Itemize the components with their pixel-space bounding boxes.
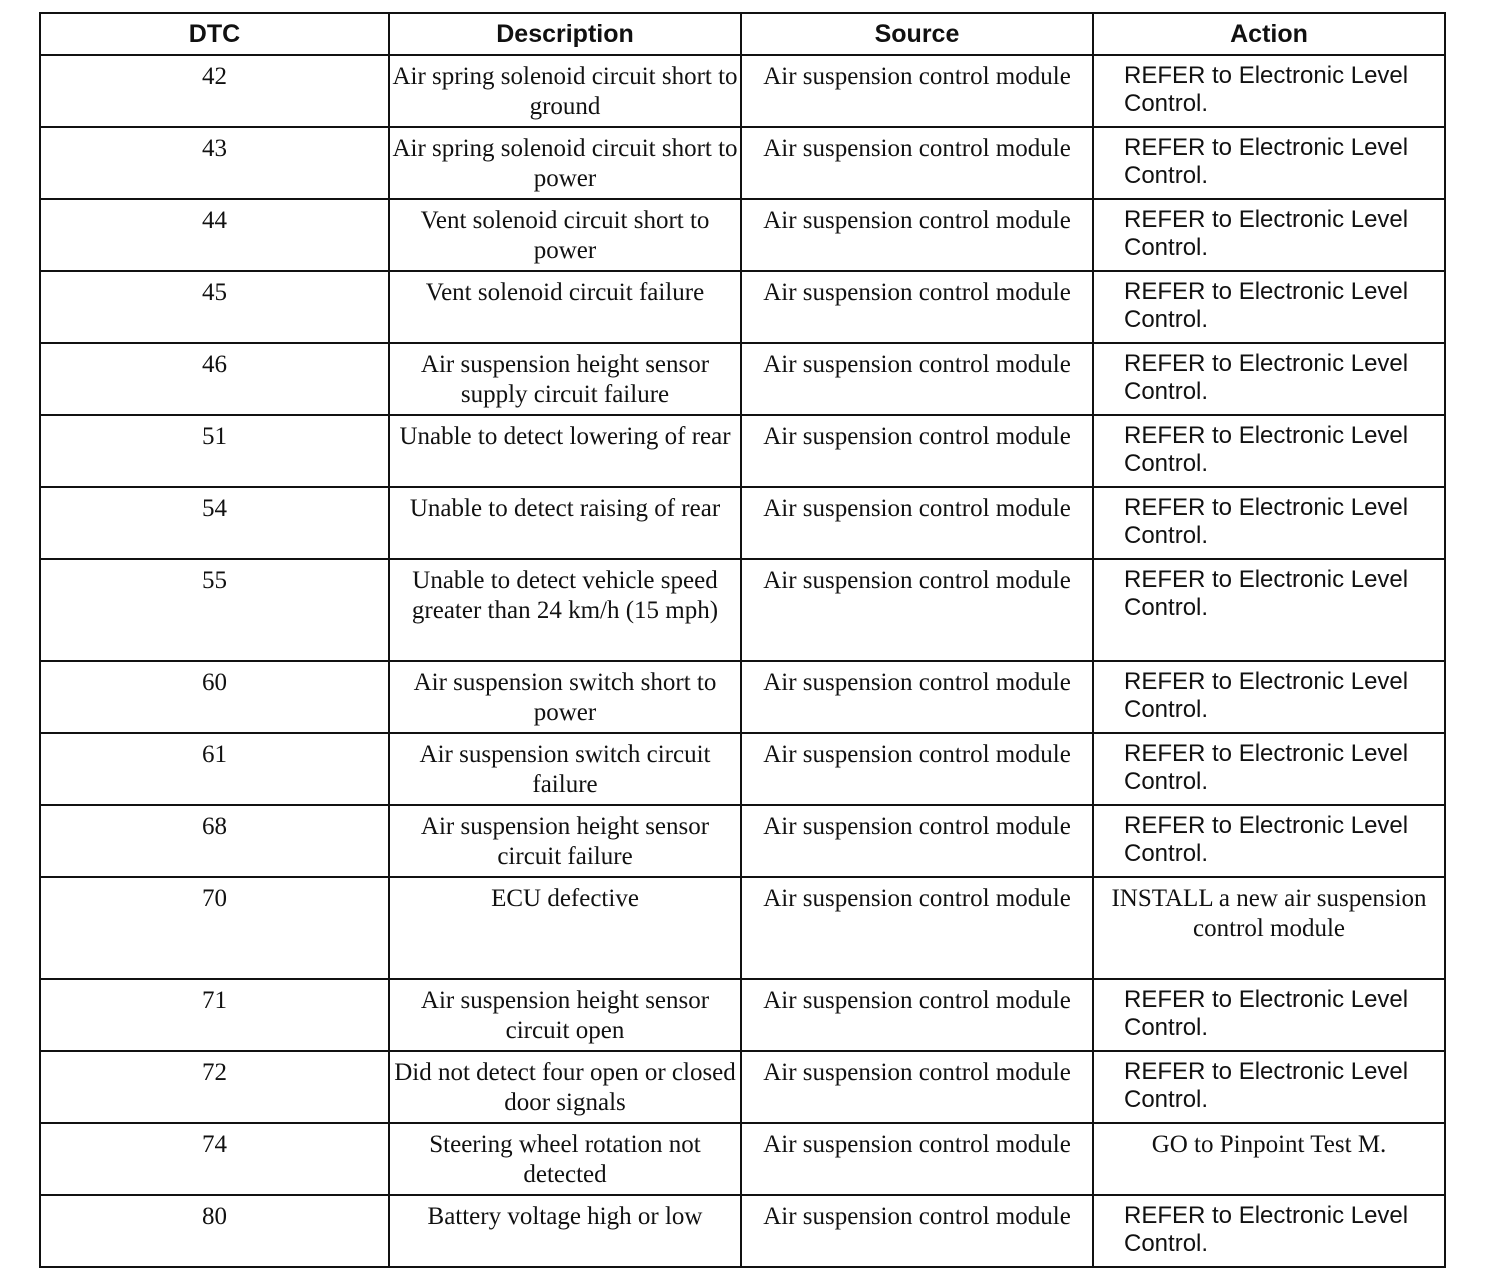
dtc-action: REFER to Electronic Level Control.	[1093, 127, 1445, 199]
dtc-action: REFER to Electronic Level Control.	[1093, 415, 1445, 487]
dtc-code: 51	[40, 415, 389, 487]
dtc-table	[39, 12, 1446, 1268]
dtc-code: 74	[40, 1123, 389, 1195]
header-row	[40, 13, 1445, 55]
dtc-code: 68	[40, 805, 389, 877]
dtc-description: Did not detect four open or closed door signals	[389, 1051, 741, 1123]
dtc-source: Air suspension control module	[741, 1051, 1093, 1123]
dtc-action: GO to Pinpoint Test M.	[1093, 1123, 1445, 1195]
dtc-source: Air suspension control module	[741, 559, 1093, 661]
table-row	[40, 55, 1445, 127]
table-row	[40, 1123, 1445, 1195]
dtc-code: 42	[40, 55, 389, 127]
dtc-description: Unable to detect vehicle speed greater than 24 km/h (15 mph)	[389, 559, 741, 661]
header-action: Action	[1093, 13, 1445, 55]
dtc-description: Air suspension switch short to power	[389, 661, 741, 733]
dtc-action: REFER to Electronic Level Control.	[1093, 733, 1445, 805]
dtc-source: Air suspension control module	[741, 415, 1093, 487]
dtc-description: Unable to detect lowering of rear	[389, 415, 741, 487]
dtc-code: 61	[40, 733, 389, 805]
table-row	[40, 487, 1445, 559]
dtc-source: Air suspension control module	[741, 487, 1093, 559]
dtc-source: Air suspension control module	[741, 271, 1093, 343]
dtc-code: 43	[40, 127, 389, 199]
dtc-description: Battery voltage high or low	[389, 1195, 741, 1267]
dtc-source: Air suspension control module	[741, 661, 1093, 733]
dtc-action: REFER to Electronic Level Control.	[1093, 979, 1445, 1051]
dtc-action: INSTALL a new air suspension control module	[1093, 877, 1445, 979]
dtc-action: REFER to Electronic Level Control.	[1093, 1195, 1445, 1267]
table-row	[40, 127, 1445, 199]
dtc-source: Air suspension control module	[741, 1123, 1093, 1195]
table-row	[40, 1051, 1445, 1123]
dtc-description: Air suspension height sensor circuit failure	[389, 805, 741, 877]
dtc-action: REFER to Electronic Level Control.	[1093, 343, 1445, 415]
dtc-code: 60	[40, 661, 389, 733]
table-row	[40, 733, 1445, 805]
table-row	[40, 271, 1445, 343]
dtc-action: REFER to Electronic Level Control.	[1093, 559, 1445, 661]
header-description: Description	[389, 13, 741, 55]
dtc-description: Air spring solenoid circuit short to power	[389, 127, 741, 199]
dtc-source: Air suspension control module	[741, 979, 1093, 1051]
dtc-description: Steering wheel rotation not detected	[389, 1123, 741, 1195]
dtc-code: 55	[40, 559, 389, 661]
dtc-description: ECU defective	[389, 877, 741, 979]
dtc-source: Air suspension control module	[741, 55, 1093, 127]
dtc-action: REFER to Electronic Level Control.	[1093, 1051, 1445, 1123]
dtc-source: Air suspension control module	[741, 733, 1093, 805]
dtc-source: Air suspension control module	[741, 343, 1093, 415]
table-row	[40, 1195, 1445, 1267]
dtc-code: 70	[40, 877, 389, 979]
dtc-action: REFER to Electronic Level Control.	[1093, 487, 1445, 559]
dtc-description: Air suspension height sensor circuit open	[389, 979, 741, 1051]
dtc-action: REFER to Electronic Level Control.	[1093, 661, 1445, 733]
dtc-description: Vent solenoid circuit failure	[389, 271, 741, 343]
dtc-code: 80	[40, 1195, 389, 1267]
dtc-action: REFER to Electronic Level Control.	[1093, 805, 1445, 877]
table-row	[40, 343, 1445, 415]
dtc-action: REFER to Electronic Level Control.	[1093, 55, 1445, 127]
dtc-description: Unable to detect raising of rear	[389, 487, 741, 559]
dtc-code: 72	[40, 1051, 389, 1123]
dtc-code: 46	[40, 343, 389, 415]
dtc-code: 45	[40, 271, 389, 343]
dtc-action: REFER to Electronic Level Control.	[1093, 271, 1445, 343]
table-row	[40, 877, 1445, 979]
dtc-source: Air suspension control module	[741, 1195, 1093, 1267]
dtc-source: Air suspension control module	[741, 127, 1093, 199]
dtc-source: Air suspension control module	[741, 877, 1093, 979]
table-row	[40, 559, 1445, 661]
table-row	[40, 199, 1445, 271]
dtc-source: Air suspension control module	[741, 199, 1093, 271]
dtc-description: Air suspension switch circuit failure	[389, 733, 741, 805]
dtc-description: Air suspension height sensor supply circuit failure	[389, 343, 741, 415]
header-dtc: DTC	[40, 13, 389, 55]
dtc-source: Air suspension control module	[741, 805, 1093, 877]
header-source: Source	[741, 13, 1093, 55]
table-row	[40, 979, 1445, 1051]
table-row	[40, 805, 1445, 877]
dtc-action: REFER to Electronic Level Control.	[1093, 199, 1445, 271]
dtc-description: Air spring solenoid circuit short to ground	[389, 55, 741, 127]
dtc-code: 44	[40, 199, 389, 271]
table-row	[40, 415, 1445, 487]
dtc-code: 71	[40, 979, 389, 1051]
dtc-description: Vent solenoid circuit short to power	[389, 199, 741, 271]
table-row	[40, 661, 1445, 733]
dtc-code: 54	[40, 487, 389, 559]
